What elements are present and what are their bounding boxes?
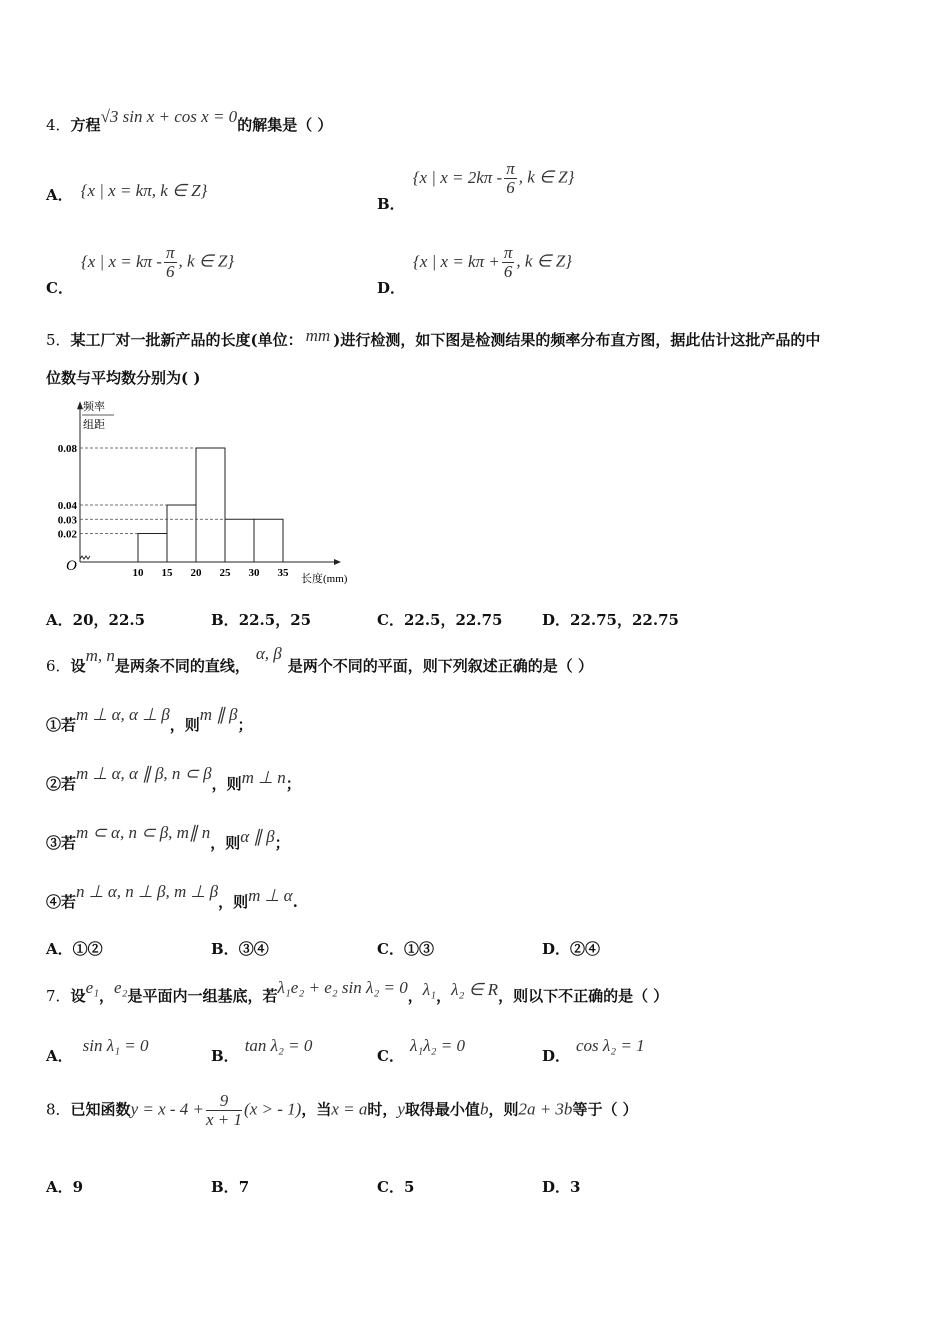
q4-option-b-pre: {x | x = 2kπ - [412,167,503,187]
q5-option-c[interactable] [377,609,502,630]
q8-p3: 时， [367,1100,398,1119]
q5-line1-post: )进行检测，如下图是检测结果的频率分布直方图，据此估计这批产品的中 [333,331,821,349]
q8-option-b-label: B． [211,1178,239,1196]
q6-item-1-mark: ①若 [46,716,77,734]
q6-item-4-then: ，则 [218,893,249,911]
q8-option-a-label: A． [46,1178,73,1196]
q7-option-a[interactable] [46,1036,149,1066]
q4-option-b-label: B． [377,194,405,213]
q4-option-c-frac [164,244,177,281]
frac-denominator: x + 1 [206,1110,243,1129]
q8-p2: ，当 [301,1100,332,1119]
q6-item-2-cond: m ⊥ α, α ∥ β, n ⊂ β [76,764,212,783]
q6-item-4-end: . [292,893,298,911]
q5-unit: mm [305,326,331,345]
x-tick-label: 10 [132,567,144,579]
q6-p2: 是两条不同的直线， [114,657,250,675]
q6-item-4-mark: ④若 [46,893,77,911]
q8-option-a[interactable] [46,1176,83,1197]
x-tick-label: 30 [248,567,260,579]
histogram-bar [196,448,225,562]
axis-break [80,556,90,559]
y-tick-label: 0.03 [57,514,77,527]
q4-option-a[interactable] [46,181,208,205]
histogram-bar [225,519,254,562]
q7-p2: 是平面内一组基底，若 [127,987,278,1005]
q4-option-c-post: , k ∈ Z} [178,251,235,271]
q6-option-c[interactable] [377,938,434,959]
q5-option-b-text: 22.5，25 [238,611,312,629]
q4-option-c-pre: {x | x = kπ - [80,251,162,271]
q6-planes: α, β [255,644,282,663]
q8-option-c[interactable] [377,1176,414,1197]
frac-numerator: π [506,159,515,178]
q6-item-2 [46,764,301,794]
y-tick-label: 0.02 [57,528,77,541]
q4-option-d-post: , k ∈ Z} [516,251,572,271]
q7-option-a-label: A． [46,1047,73,1065]
q8-option-b-text: 7 [238,1178,250,1196]
frac-numerator: π [165,243,175,262]
q5-stem-line2: 位数与平均数分别为( ) [46,369,201,387]
q5-option-b-label: B． [211,611,239,629]
q7-option-d-label: D． [542,1047,571,1065]
q6-item-3-then: ，则 [210,834,241,852]
q6-item-3-end: ； [274,834,290,852]
q4-option-d-label: D． [377,278,406,297]
q5-option-a-text: 20，22.5 [72,611,146,629]
q6-option-c-label: C． [377,940,404,958]
q6-option-d[interactable] [542,938,600,959]
histogram-bar [138,534,167,563]
q6-item-1-cond: m ⊥ α, α ⊥ β [76,705,170,724]
q7-option-c-label: C． [377,1047,404,1065]
y-label-bottom: 组距 [83,419,105,431]
q6-item-2-then: ，则 [211,775,242,793]
q8-p1: 已知函数 [70,1100,131,1119]
q4-number: 4． [46,116,71,134]
q7-option-a-text: sin λ₁ = 0 [82,1036,149,1055]
q5-option-d-text: 22.75，22.75 [570,611,679,629]
x-axis-label: 长度(mm) [301,573,348,585]
q7-option-c[interactable] [377,1036,465,1066]
q8-function-domain: (x > - 1) [244,1099,302,1119]
q6-option-b-label: B． [211,940,239,958]
q8-p4: 取得最小值 [404,1100,480,1119]
q8-option-d[interactable] [542,1176,580,1197]
q8-function-pre: y = x - 4 + [130,1099,205,1119]
y-tick-label: 0.04 [57,500,77,512]
q6-option-a[interactable] [46,938,103,959]
q6-item-3-mark: ③若 [46,834,77,852]
q7-option-b-label: B． [211,1047,239,1065]
q6-p3: 是两个不同的平面，则下列叙述正确的是（ ） [287,657,593,675]
q4-option-a-text: {x | x = kπ, k ∈ Z} [80,181,208,200]
q8-expr: 2a + 3b [518,1099,573,1119]
q5-number: 5． [46,331,71,349]
q7-p1: 设 [70,987,86,1005]
q8-number: 8． [46,1100,71,1119]
q6-item-2-concl: m ⊥ n [241,768,286,787]
q6-option-d-label: D． [542,940,571,958]
q6-option-b[interactable] [211,938,269,959]
q6-number: 6． [46,657,71,675]
q6-item-4-concl: m ⊥ α [248,886,293,905]
x-tick-label: 25 [219,567,231,579]
q8-p5: ，则 [488,1100,519,1119]
q6-option-c-text: ①③ [403,940,434,958]
q4-option-c[interactable] [46,243,235,297]
q4-option-d-frac [502,244,515,281]
histogram-bar [254,519,283,562]
q6-item-1-end: ； [237,716,253,734]
y-label-top: 频率 [83,401,105,413]
q7-sep1: ， [99,987,115,1005]
q7-e1: e₁ [85,978,100,997]
q5-option-d[interactable] [542,609,679,630]
q7-p3: ，则以下不正确的是（ ） [498,987,669,1005]
q6-item-1 [46,705,253,735]
q7-lambda2: λ₂ ∈ R [451,980,499,999]
q5-option-d-label: D． [542,611,571,629]
q6-item-3-concl: α ∥ β [240,827,275,846]
q7-equation: λ₁e₂ + e₂ sin λ₂ = 0 [277,978,408,997]
q6-p1: 设 [70,657,86,675]
q4-stem [46,107,333,135]
q5-option-b[interactable] [211,609,311,630]
q5-option-a[interactable] [46,609,145,630]
q8-option-d-text: 3 [570,1178,581,1196]
q6-option-b-text: ③④ [238,940,269,958]
frac-numerator: π [503,243,513,262]
q6-item-4 [46,882,298,912]
q4-stem-pre: 方程 [70,116,101,134]
q4-option-b-post: , k ∈ Z} [518,167,575,187]
q6-option-a-text: ①② [72,940,103,958]
q4-option-b[interactable] [377,159,575,213]
q4-equation: √3 sin x + cos x = 0 [100,107,238,126]
x-tick-label: 35 [277,567,289,579]
q6-stem [46,644,593,676]
frac-denominator: 6 [503,262,513,281]
q4-option-a-label: A． [46,186,73,204]
q6-item-1-concl: m ∥ β [199,705,238,724]
q6-item-3-cond: m ⊂ α, n ⊂ β, m∥ n [76,823,211,842]
frac-denominator: 6 [506,178,515,197]
q6-option-d-text: ②④ [570,940,601,958]
q6-item-4-cond: n ⊥ α, n ⊥ β, m ⊥ β [76,882,219,901]
q5-option-c-text: 22.5，22.75 [403,611,503,629]
q4-stem-post: 的解集是（ ） [237,116,333,134]
x-tick-label: 15 [161,567,173,579]
q4-option-b-frac [504,160,517,197]
q5-option-c-label: C． [377,611,404,629]
q8-option-c-text: 5 [403,1178,415,1196]
q7-number: 7． [46,987,71,1005]
q7-sep2: ， [407,987,423,1005]
q8-option-c-label: C． [377,1178,404,1196]
histogram-chart [57,396,348,592]
y-tick-label: 0.08 [57,443,77,455]
q7-stem [46,978,669,1006]
q6-lines: m, n [85,646,115,665]
q5-stem-line1 [46,326,821,350]
q4-option-d[interactable] [377,243,572,297]
histogram-bar [167,505,196,562]
q6-item-2-mark: ②若 [46,775,77,793]
q8-stem [46,1092,638,1129]
q7-option-d[interactable] [542,1036,645,1066]
q6-item-3 [46,823,290,853]
q7-option-d-text: cos λ₂ = 1 [576,1036,645,1055]
x-tick-label: 20 [190,567,202,579]
q8-option-d-label: D． [542,1178,571,1196]
q5-option-a-label: A． [46,611,73,629]
q7-sep3: ， [436,987,452,1005]
q8-b: b [479,1099,489,1119]
origin-label: O [66,558,77,574]
q8-cond: x = a [331,1099,368,1119]
q8-function-frac [206,1092,242,1129]
q7-lambda1: λ₁ [422,980,437,999]
q5-line1-pre: 某工厂对一批新产品的长度(单位： [70,331,303,349]
q7-option-b-text: tan λ₂ = 0 [244,1036,313,1055]
frac-numerator: 9 [206,1092,242,1111]
q7-option-c-text: λ₁λ₂ = 0 [409,1036,465,1055]
frac-denominator: 6 [165,262,175,281]
q4-option-c-label: C． [46,278,73,297]
q7-option-b[interactable] [211,1036,313,1066]
q6-option-a-label: A． [46,940,73,958]
q4-option-d-pre: {x | x = kπ + [413,251,500,271]
q8-option-a-text: 9 [72,1178,84,1196]
q6-item-2-end: ； [285,775,301,793]
q8-y: y [397,1099,405,1119]
q8-option-b[interactable] [211,1176,249,1197]
x-axis-arrow [334,559,341,565]
q8-p6: 等于（ ） [572,1100,638,1119]
q7-e2: e₂ [114,978,128,997]
q6-item-1-then: ，则 [169,716,200,734]
